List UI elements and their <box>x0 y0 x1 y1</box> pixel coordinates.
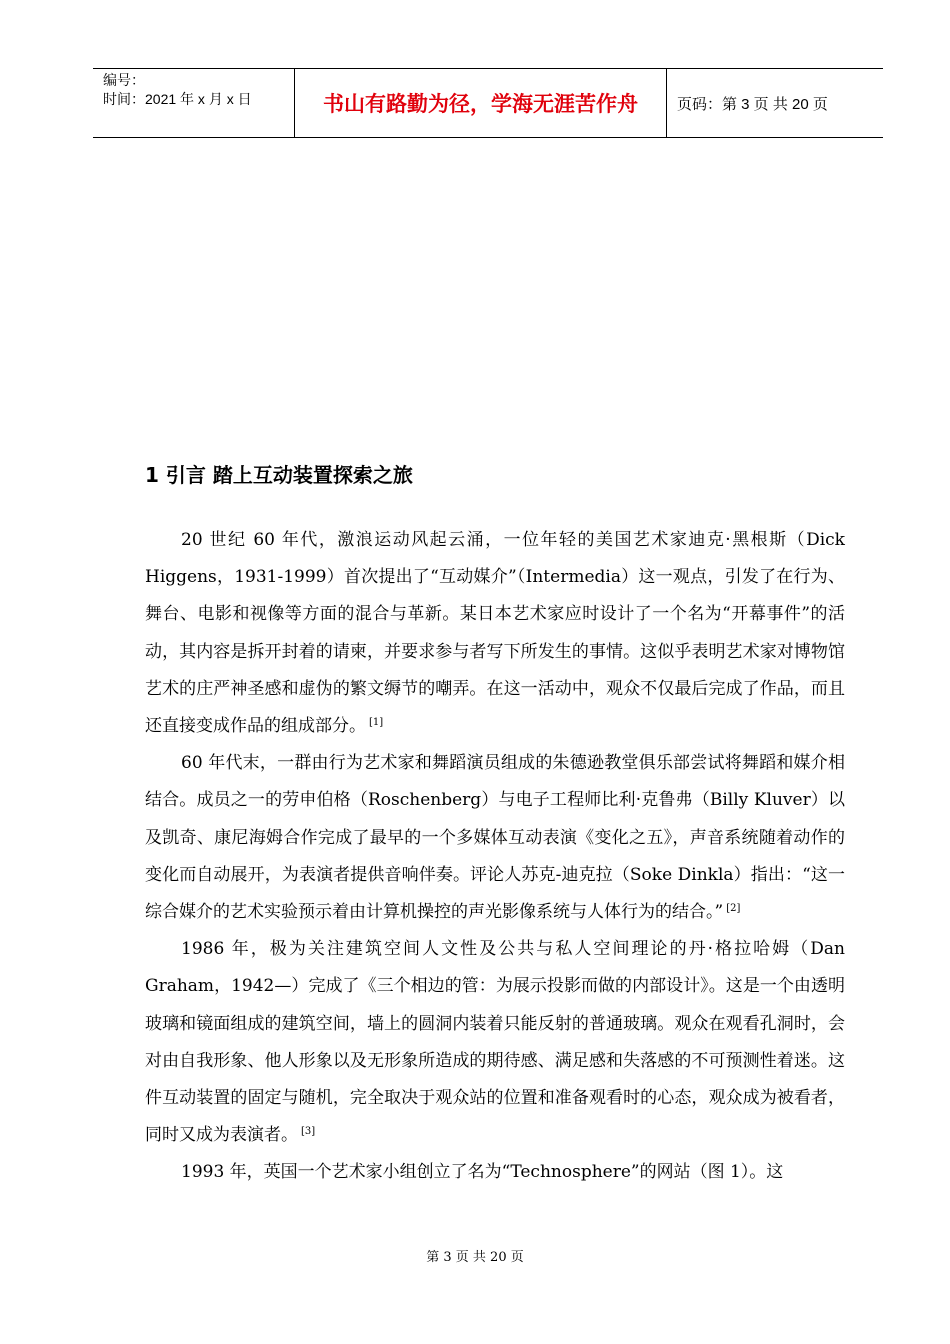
paragraph-text: 20 世纪 60 年代，激浪运动风起云涌，一位年轻的美国艺术家迪克·黑根斯（Dick Higgens，1931-1999）首次提出了“互动媒介”（Intermedia）这一观点，引发了在行为、舞台、电影和视像等方面的混合与革新。某日本艺术家应时设计了一个名为“开幕事件”的活动，其内容是拆开封着的请柬，并要求参与者写下所发生的事情。这似乎表明艺术家对博物馆艺术的庄严神圣感和虚伪的繁文缛节的嘲弄。在这一活动中，观众不仅最后完成了作品，而且还直接变成作品的组成部分。 <box>145 530 845 737</box>
section-title: 1 引言 踏上互动装置探索之旅 <box>145 463 413 487</box>
header-meta <box>93 69 295 137</box>
reference-marker[interactable]: [2] <box>726 903 741 915</box>
header-motto: 书山有路勤为径，学海无涯苦作舟 <box>295 69 667 137</box>
reference-marker[interactable]: [3] <box>301 1126 316 1138</box>
paragraph-text: 1993 年，英国一个艺术家小组创立了名为“Technosphere”的网站（图 1）。这 <box>181 1162 784 1183</box>
time-label: 时间：2021 年 x 月 x 日 <box>103 91 252 107</box>
reference-marker[interactable]: [1] <box>369 717 384 729</box>
paragraph-4 <box>145 1154 845 1191</box>
page-footer: 第 3 页 共 20 页 <box>426 1250 524 1265</box>
paragraph-3 <box>145 931 845 1154</box>
document-header <box>93 68 883 138</box>
paragraph-1 <box>145 522 845 745</box>
header-page-label: 页码：第 3 页 共 20 页 <box>677 95 828 113</box>
paragraph-text: 1986 年，极为关注建筑空间人文性及公共与私人空间理论的丹·格拉哈姆（Dan Graham，1942—）完成了《三个相边的管：为展示投影而做的内部设计》。这是一个由透明玻璃和镜面组成的建筑空间，墙上的圆洞内装着只能反射的普通玻璃。观众在观看孔洞时，会对由自我形象、他人形象以及无形象所造成的期待感、满足感和失落感的不可预测性着迷。这件互动装置的固定与随机，完全取决于观众站的位置和准备观看时的心态，观众成为被看者，同时又成为表演者。 <box>145 939 845 1146</box>
body-text <box>145 522 845 1192</box>
number-label: 编号： <box>103 72 145 88</box>
paragraph-2 <box>145 745 845 931</box>
paragraph-text: 60 年代末，一群由行为艺术家和舞蹈演员组成的朱德逊教堂俱乐部尝试将舞蹈和媒介相结合。成员之一的劳申伯格（Roschenberg）与电子工程师比利·克鲁弗（Billy Kluver）以及凯奇、康尼海姆合作完成了最早的一个多媒体互动表演《变化之五》，声音系统随着动作的变化而自动展开，为表演者提供音响伴奏。评论人苏克-迪克拉（Soke Dinkla）指出：“这一综合媒介的艺术实验预示着由计算机操控的声光影像系统与人体行为的结合。” <box>145 753 845 923</box>
